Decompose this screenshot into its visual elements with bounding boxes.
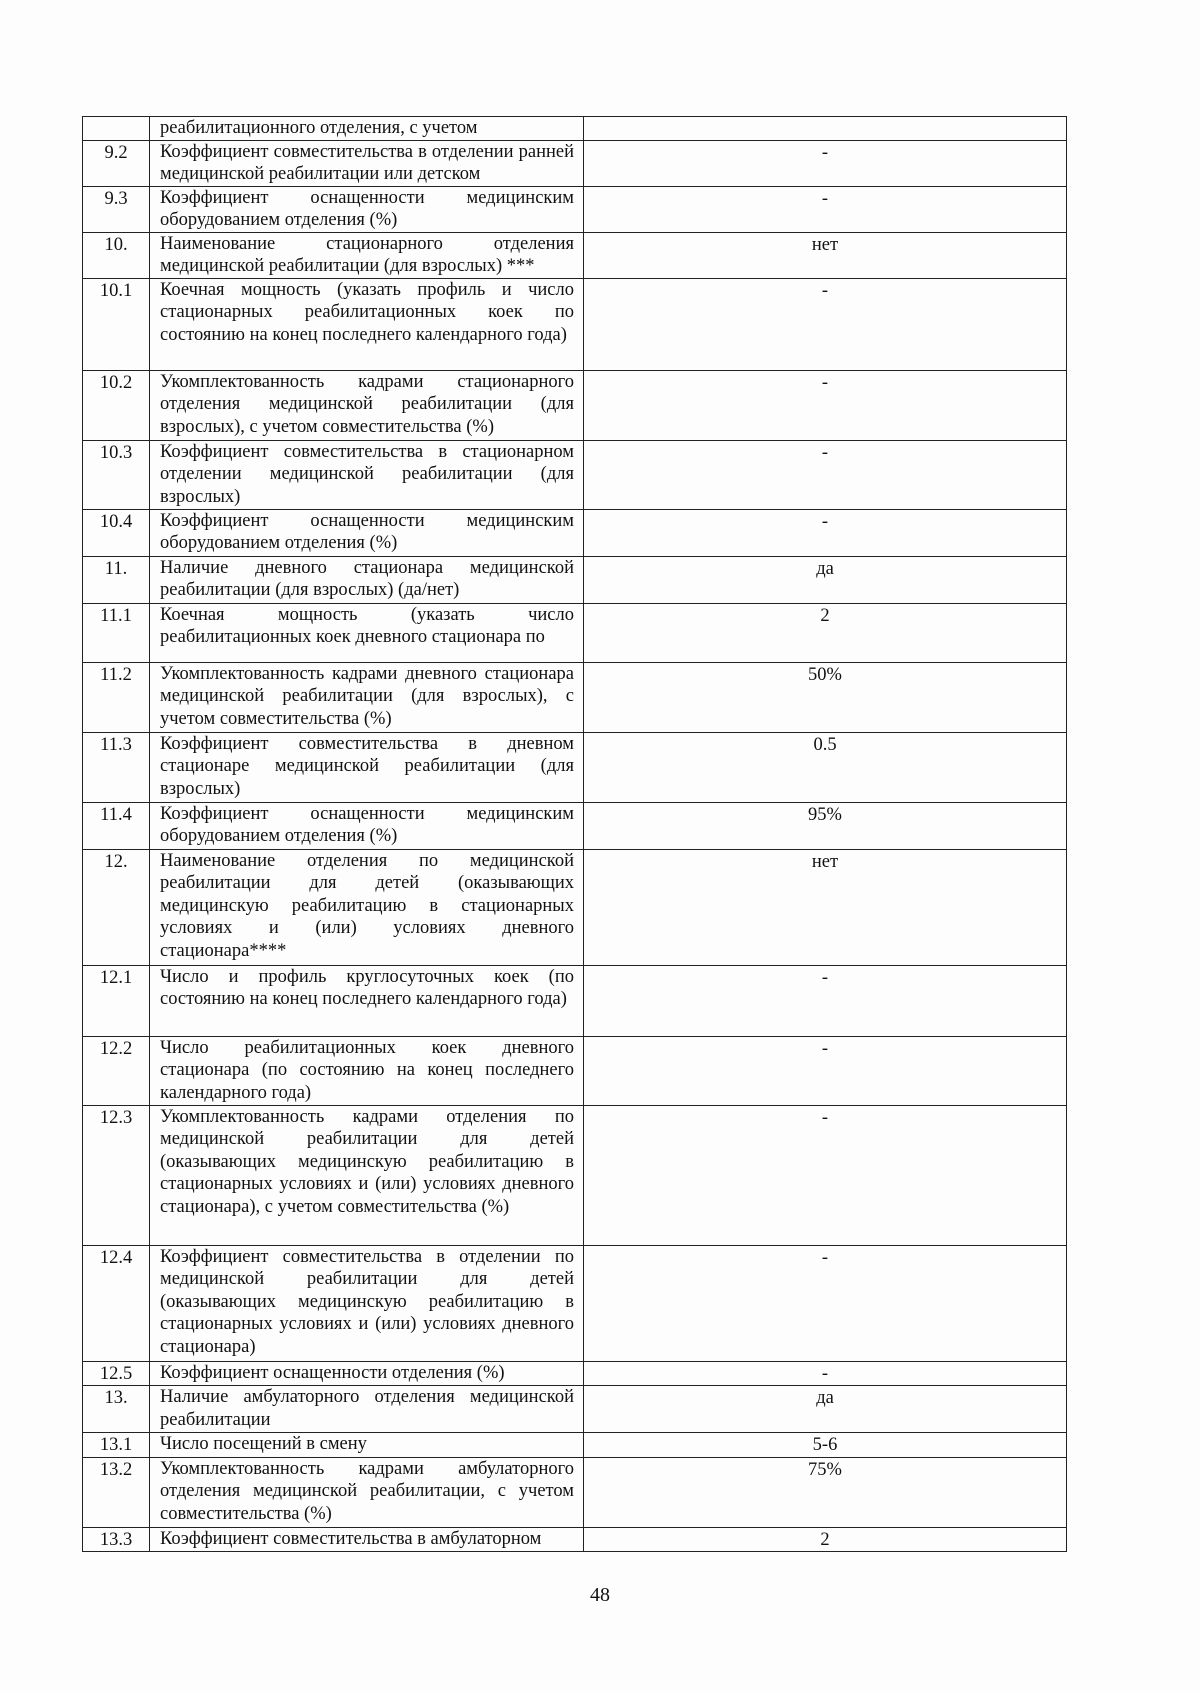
indicator-value-cell: -	[584, 965, 1067, 1036]
indicator-description-cell: Коэффициент совместительства в амбулаторном	[150, 1527, 584, 1552]
indicator-value-cell: нет	[584, 232, 1067, 278]
indicator-value-cell	[584, 117, 1067, 141]
indicator-value-cell: да	[584, 1386, 1067, 1433]
table-row	[83, 1386, 1067, 1433]
indicator-description-cell: Число реабилитационных коек дневного стационара (по состоянию на конец последнего календарного года)	[150, 1036, 584, 1105]
table-row	[83, 732, 1067, 802]
table-row	[83, 849, 1067, 965]
table-row	[83, 440, 1067, 509]
indicator-description-cell: Наименование стационарного отделения медицинской реабилитации (для взрослых) ***	[150, 232, 584, 278]
table-row	[83, 140, 1067, 186]
indicator-value-cell: -	[584, 370, 1067, 440]
table-row	[83, 1105, 1067, 1245]
page-number: 48	[590, 1584, 610, 1606]
indicator-description-cell: Число и профиль круглосуточных коек (по состоянию на конец последнего календарного года)	[150, 965, 584, 1036]
table-row	[83, 232, 1067, 278]
table-row	[83, 1527, 1067, 1552]
row-number-cell: 12.	[83, 849, 150, 965]
indicator-value-cell: -	[584, 140, 1067, 186]
row-number-cell: 11.3	[83, 732, 150, 802]
table-row	[83, 1245, 1067, 1361]
table-row	[83, 1457, 1067, 1527]
table-row	[83, 186, 1067, 232]
indicator-value-cell: -	[584, 1245, 1067, 1361]
indicator-value-cell: 2	[584, 1527, 1067, 1552]
rehabilitation-indicators-table	[82, 116, 1067, 1552]
indicator-value-cell: 5-6	[584, 1433, 1067, 1458]
row-number-cell: 12.1	[83, 965, 150, 1036]
row-number-cell: 9.2	[83, 140, 150, 186]
row-number-cell: 11.2	[83, 662, 150, 732]
table-row	[83, 278, 1067, 370]
row-number-cell: 11.1	[83, 603, 150, 662]
indicator-value-cell: -	[584, 440, 1067, 509]
indicator-description-cell: Укомплектованность кадрами стационарного отделения медицинской реабилитации (для взрослых), с учетом совместительства (%)	[150, 370, 584, 440]
row-number-cell: 12.2	[83, 1036, 150, 1105]
row-number-cell: 9.3	[83, 186, 150, 232]
indicator-value-cell: 95%	[584, 802, 1067, 849]
table-row	[83, 1433, 1067, 1458]
table-row	[83, 1361, 1067, 1386]
indicator-description-cell: Коэффициент совместительства в дневном стационаре медицинской реабилитации (для взрослых)	[150, 732, 584, 802]
indicator-value-cell: -	[584, 1361, 1067, 1386]
table-row	[83, 1036, 1067, 1105]
indicator-value-cell: 50%	[584, 662, 1067, 732]
row-number-cell: 12.4	[83, 1245, 150, 1361]
row-number-cell	[83, 117, 150, 141]
indicator-description-cell: реабилитационного отделения, с учетом	[150, 117, 584, 141]
indicator-description-cell: Наличие дневного стационара медицинской реабилитации (для взрослых) (да/нет)	[150, 556, 584, 603]
indicator-value-cell: да	[584, 556, 1067, 603]
indicator-description-cell: Укомплектованность кадрами дневного стационара медицинской реабилитации (для взрослых), с учетом совместительства (%)	[150, 662, 584, 732]
indicator-value-cell: 0.5	[584, 732, 1067, 802]
row-number-cell: 11.	[83, 556, 150, 603]
row-number-cell: 10.3	[83, 440, 150, 509]
table-row	[83, 662, 1067, 732]
row-number-cell: 10.4	[83, 509, 150, 556]
table-row	[83, 509, 1067, 556]
row-number-cell: 13.3	[83, 1527, 150, 1552]
indicator-description-cell: Коэффициент совместительства в отделении ранней медицинской реабилитации или детском	[150, 140, 584, 186]
indicator-description-cell: Число посещений в смену	[150, 1433, 584, 1458]
row-number-cell: 10.2	[83, 370, 150, 440]
indicator-description-cell: Коечная мощность (указать профиль и число стационарных реабилитационных коек по состоянию на конец последнего календарного года)	[150, 278, 584, 370]
indicator-description-cell: Наименование отделения по медицинской реабилитации для детей (оказывающих медицинскую реабилитацию в стационарных условиях и (или) условиях дневного стационара****	[150, 849, 584, 965]
row-number-cell: 10.	[83, 232, 150, 278]
indicator-description-cell: Коэффициент оснащенности медицинским оборудованием отделения (%)	[150, 186, 584, 232]
indicator-description-cell: Коечная мощность (указать число реабилитационных коек дневного стационара по	[150, 603, 584, 662]
indicator-description-cell: Наличие амбулаторного отделения медицинской реабилитации	[150, 1386, 584, 1433]
indicator-value-cell: -	[584, 1036, 1067, 1105]
table-row	[83, 556, 1067, 603]
indicator-value-cell: нет	[584, 849, 1067, 965]
row-number-cell: 11.4	[83, 802, 150, 849]
row-number-cell: 13.	[83, 1386, 150, 1433]
indicator-value-cell: -	[584, 1105, 1067, 1245]
indicator-description-cell: Коэффициент оснащенности отделения (%)	[150, 1361, 584, 1386]
indicator-description-cell: Укомплектованность кадрами амбулаторного отделения медицинской реабилитации, с учетом совместительства (%)	[150, 1457, 584, 1527]
row-number-cell: 13.1	[83, 1433, 150, 1458]
indicator-value-cell: -	[584, 278, 1067, 370]
indicator-value-cell: -	[584, 186, 1067, 232]
table-row	[83, 370, 1067, 440]
indicator-description-cell: Коэффициент совместительства в стационарном отделении медицинской реабилитации (для взрослых)	[150, 440, 584, 509]
row-number-cell: 12.5	[83, 1361, 150, 1386]
indicator-description-cell: Коэффициент оснащенности медицинским оборудованием отделения (%)	[150, 802, 584, 849]
indicator-value-cell: -	[584, 509, 1067, 556]
indicator-description-cell: Коэффициент оснащенности медицинским оборудованием отделения (%)	[150, 509, 584, 556]
table-row	[83, 603, 1067, 662]
indicator-value-cell: 75%	[584, 1457, 1067, 1527]
row-number-cell: 12.3	[83, 1105, 150, 1245]
table-row	[83, 965, 1067, 1036]
row-number-cell: 13.2	[83, 1457, 150, 1527]
indicator-description-cell: Укомплектованность кадрами отделения по медицинской реабилитации для детей (оказывающих медицинскую реабилитацию в стационарных условиях и (или) условиях дневного стационара), с учетом совместительства (%)	[150, 1105, 584, 1245]
table-row	[83, 117, 1067, 141]
row-number-cell: 10.1	[83, 278, 150, 370]
table-row	[83, 802, 1067, 849]
indicator-description-cell: Коэффициент совместительства в отделении по медицинской реабилитации для детей (оказывающих медицинскую реабилитацию в стационарных условиях и (или) условиях дневного стационара)	[150, 1245, 584, 1361]
indicator-value-cell: 2	[584, 603, 1067, 662]
